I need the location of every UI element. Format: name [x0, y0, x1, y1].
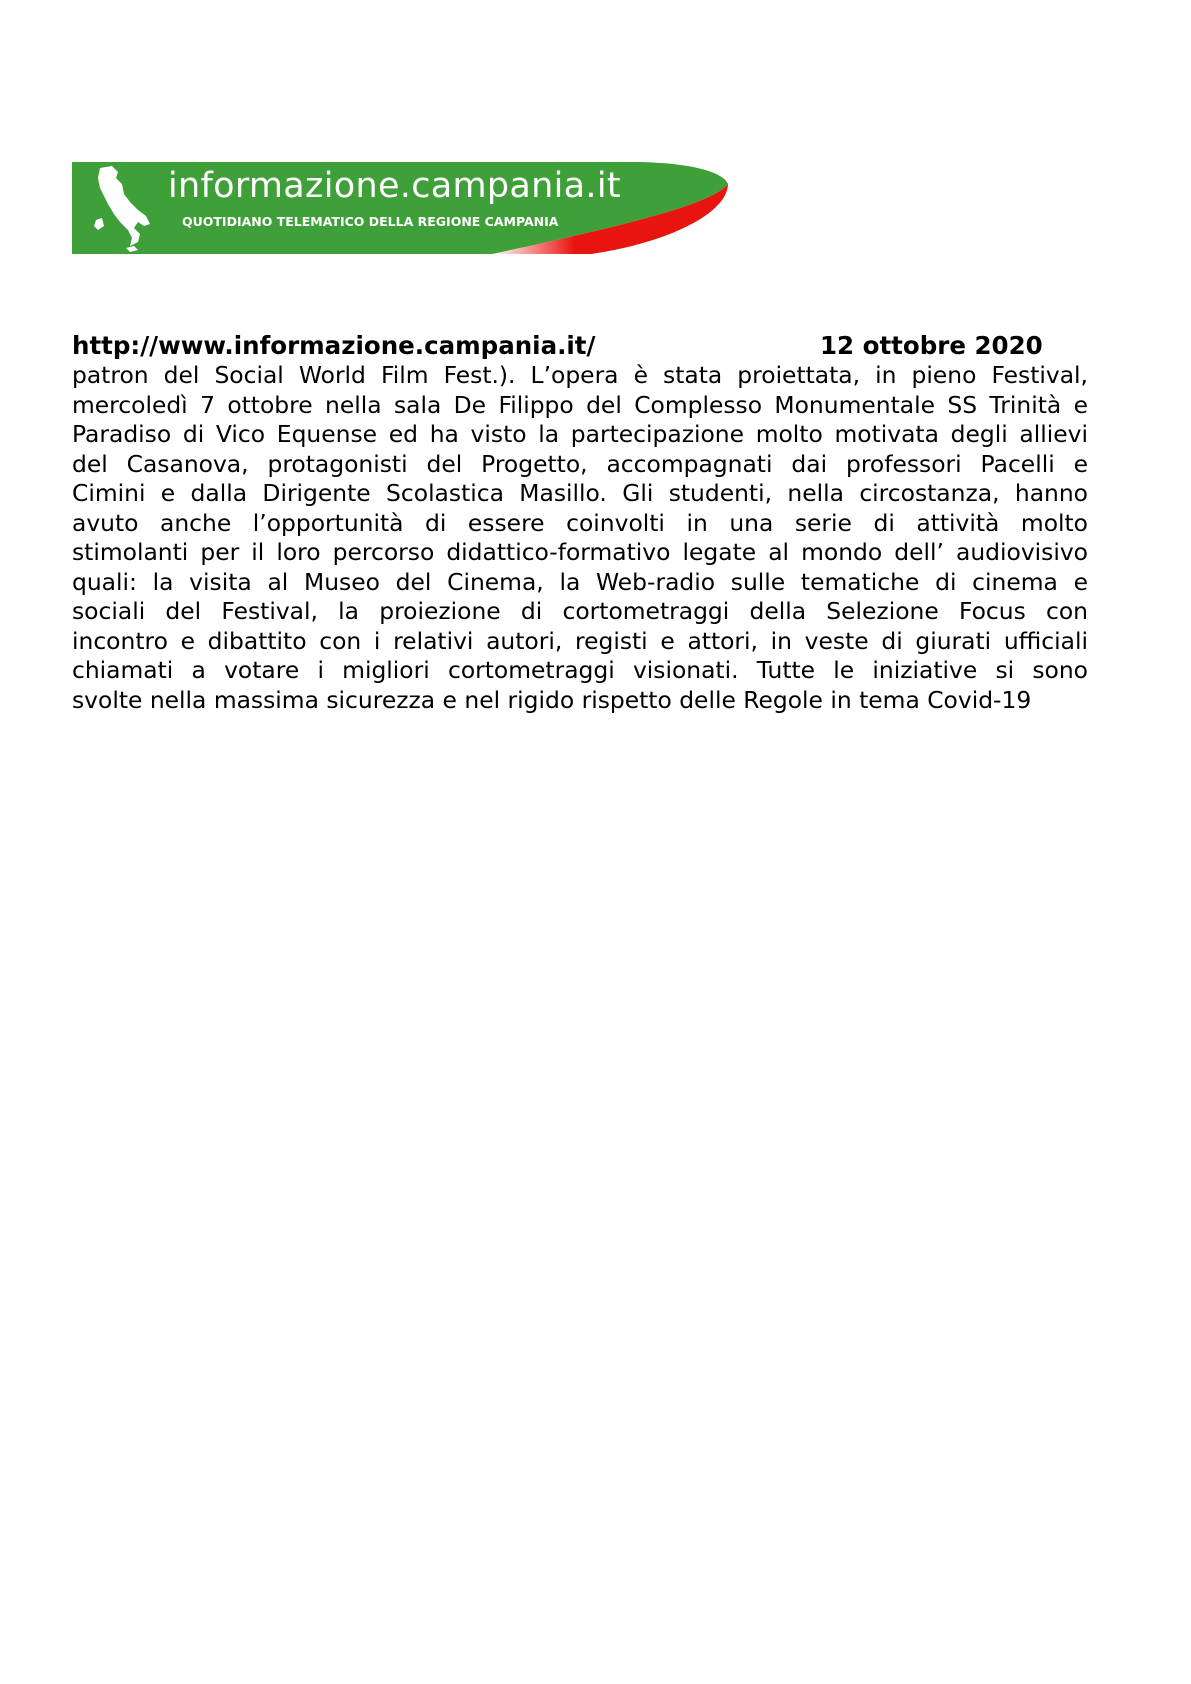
article-line: patron del Social World Film Fest.). L’opera è stata proiettata, in pieno Festival, — [72, 361, 1088, 389]
masthead-banner — [72, 162, 728, 254]
article-line: Paradiso di Vico Equense ed ha visto la partecipazione molto motivata degli allievi — [72, 420, 1088, 448]
source-url-link[interactable]: http://www.informazione.campania.it/ — [72, 331, 596, 360]
masthead-title: informazione.campania.it — [168, 166, 621, 206]
article-body — [72, 361, 1088, 715]
article-line: avuto anche l’opportunità di essere coinvolti in una serie di attività molto — [72, 508, 1088, 537]
article-line: chiamati a votare i migliori cortometraggi visionati. Tutte le iniziative si sono — [72, 656, 1088, 684]
publication-date: 12 ottobre 2020 — [820, 331, 1043, 360]
article-line: incontro e dibattito con i relativi autori, registi e attori, in veste di giurati ufficiali — [72, 626, 1088, 655]
article-line: stimolanti per il loro percorso didattico-formativo legate al mondo dell’ audiovisivo — [72, 538, 1088, 566]
masthead-tagline: QUOTIDIANO TELEMATICO DELLA REGIONE CAMPANIA — [182, 214, 559, 229]
article-line: mercoledì 7 ottobre nella sala De Filippo del Complesso Monumentale SS Trinità e — [72, 390, 1088, 419]
article-line: quali: la visita al Museo del Cinema, la Web-radio sulle tematiche di cinema e — [72, 567, 1088, 596]
article-line: svolte nella massima sicurezza e nel rigido rispetto delle Regole in tema Covid-19 — [72, 685, 1032, 714]
article-line: Cimini e dalla Dirigente Scolastica Masillo. Gli studenti, nella circostanza, hanno — [72, 479, 1088, 507]
article-line: sociali del Festival, la proiezione di cortometraggi della Selezione Focus con — [72, 597, 1088, 625]
source-line — [72, 331, 1047, 361]
article-line: del Casanova, protagonisti del Progetto, accompagnati dai professori Pacelli e — [72, 449, 1088, 478]
